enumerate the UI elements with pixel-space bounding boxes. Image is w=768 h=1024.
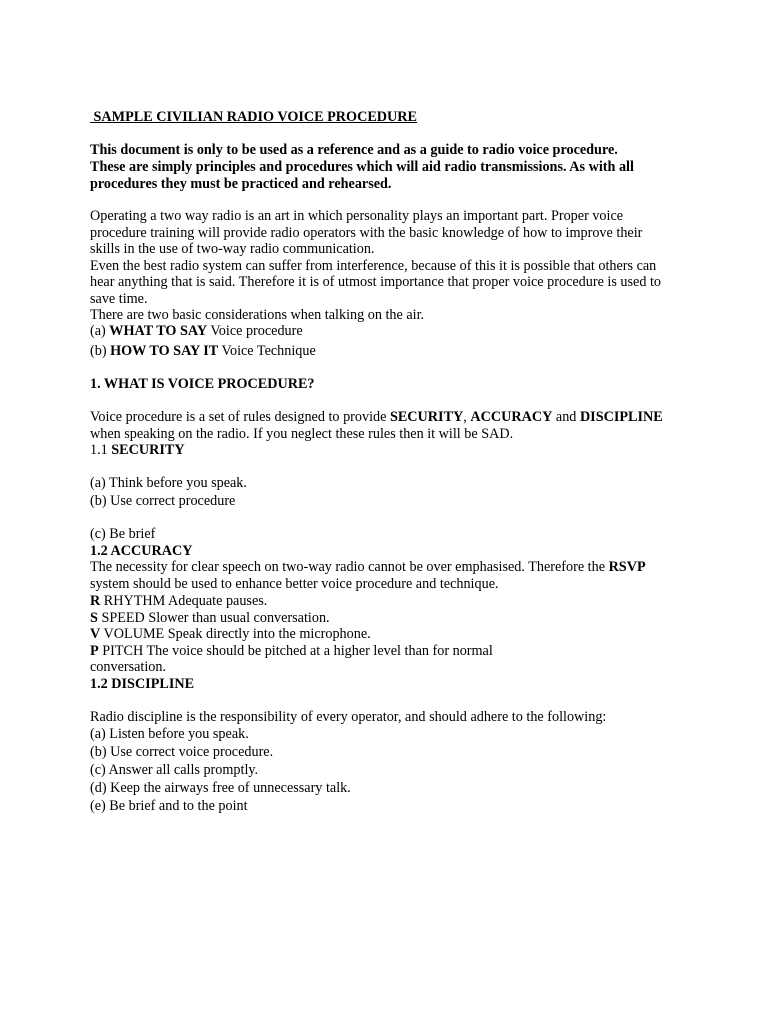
rsvp-text: RHYTHM Adequate pauses. xyxy=(100,593,268,609)
accuracy-line-1 xyxy=(90,559,646,575)
discipline-heading: 1.2 DISCIPLINE xyxy=(90,676,195,692)
vp-text: Voice procedure is a set of rules designed to provide xyxy=(90,409,390,425)
document-title: SAMPLE CIVILIAN RADIO VOICE PROCEDURE xyxy=(90,109,417,125)
paragraph-line: save time. xyxy=(90,291,148,307)
consideration-rest: Voice Technique xyxy=(218,343,316,359)
discipline-item: (a) Listen before you speak. xyxy=(90,726,249,742)
vp-security: SECURITY xyxy=(389,409,464,425)
paragraph-line: procedure training will provide radio operators with the basic knowledge of how to improve their xyxy=(90,225,643,241)
rsvp-letter: P xyxy=(90,643,99,659)
vp-text: and xyxy=(552,409,580,425)
voice-procedure-line-2: when speaking on the radio. If you neglect these rules then it will be SAD. xyxy=(90,426,514,442)
rsvp-letter: V xyxy=(90,626,101,642)
rsvp-item-volume xyxy=(90,626,371,642)
rsvp-item-speed xyxy=(90,610,330,626)
vp-accuracy: ACCURACY xyxy=(470,409,553,425)
rsvp-letter: S xyxy=(90,610,98,626)
discipline-intro: Radio discipline is the responsibility of every operator, and should adhere to the following: xyxy=(90,709,607,725)
paragraph-line: Operating a two way radio is an art in which personality plays an important part. Proper voice xyxy=(90,208,624,224)
consideration-prefix: (a) xyxy=(90,323,110,339)
consideration-b xyxy=(90,343,316,359)
accuracy-text: The necessity for clear speech on two-way radio cannot be over emphasised. Therefore the xyxy=(90,559,609,575)
rsvp-pitch-continued: conversation. xyxy=(90,659,167,675)
intro-line-2: These are simply principles and procedures which will aid radio transmissions. As with all xyxy=(90,159,634,175)
discipline-item: (d) Keep the airways free of unnecessary talk. xyxy=(90,780,351,796)
rsvp-item-rhythm xyxy=(90,593,267,609)
paragraph-line: hear anything that is said. Therefore it is of utmost importance that proper voice procedure is used to xyxy=(90,274,662,290)
accuracy-heading: 1.2 ACCURACY xyxy=(90,543,193,559)
discipline-item: (c) Answer all calls promptly. xyxy=(90,762,259,778)
rsvp-text: SPEED Slower than usual conversation. xyxy=(97,610,330,626)
vp-text: , xyxy=(463,409,471,425)
security-heading xyxy=(90,442,185,458)
intro-line-3: procedures they must be practiced and rehearsed. xyxy=(90,176,392,192)
security-label: SECURITY xyxy=(111,442,185,458)
consideration-rest: Voice procedure xyxy=(207,323,303,339)
security-item: (a) Think before you speak. xyxy=(90,475,247,491)
rsvp-text: VOLUME Speak directly into the microphone. xyxy=(100,626,371,642)
consideration-a xyxy=(90,323,303,339)
security-number: 1.1 xyxy=(90,442,112,458)
discipline-item: (e) Be brief and to the point xyxy=(90,798,248,814)
consideration-bold: HOW TO SAY IT xyxy=(110,343,219,359)
paragraph-line: skills in the use of two-way radio communication. xyxy=(90,241,375,257)
paragraph-line: There are two basic considerations when talking on the air. xyxy=(90,307,425,323)
paragraph-line: Even the best radio system can suffer from interference, because of this it is possible that others can xyxy=(90,258,657,274)
rsvp-letter: R xyxy=(90,593,101,609)
consideration-prefix: (b) xyxy=(90,343,111,359)
rsvp-text: PITCH The voice should be pitched at a higher level than for normal xyxy=(98,643,493,659)
security-item: (b) Use correct procedure xyxy=(90,493,236,509)
accuracy-line-2: system should be used to enhance better voice procedure and technique. xyxy=(90,576,499,592)
intro-line-1: This document is only to be used as a reference and as a guide to radio voice procedure. xyxy=(90,142,618,158)
security-item: (c) Be brief xyxy=(90,526,156,542)
discipline-item: (b) Use correct voice procedure. xyxy=(90,744,274,760)
voice-procedure-line-1 xyxy=(90,409,663,425)
rsvp-term: RSVP xyxy=(608,559,646,575)
consideration-bold: WHAT TO SAY xyxy=(109,323,208,339)
vp-discipline: DISCIPLINE xyxy=(579,409,663,425)
rsvp-item-pitch xyxy=(90,643,493,659)
section-heading-voice-procedure: 1. WHAT IS VOICE PROCEDURE? xyxy=(90,376,315,392)
